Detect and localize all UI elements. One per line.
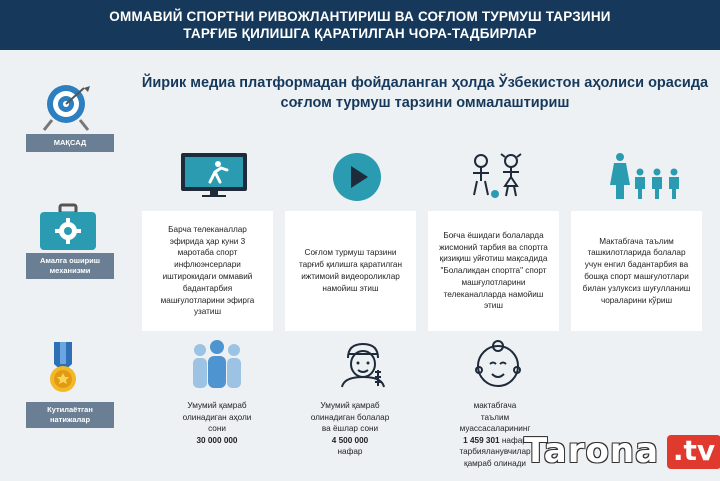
stat-preschool-suffix: нафар	[501, 435, 527, 445]
measure-card-3-text: Боғча ёшидаги болаларда жисмоний тарбия ва спортга қизиқиш уйғотиш мақсадида "Болаликдан спортга" спорт машғулотларини телеканалларда намойиш этиш	[439, 230, 548, 311]
measure-card-1	[142, 211, 273, 331]
section-subtitle	[140, 73, 710, 113]
medal-icon	[48, 342, 78, 394]
results-label-line2: натижалар	[49, 415, 91, 424]
family-icon	[610, 152, 685, 200]
stat-population-number: 30 000 000	[196, 435, 238, 445]
stat-preschool-line1: мактабгача	[473, 401, 517, 410]
results-label-line1: Кутилаётган	[47, 405, 93, 414]
measure-card-1-text: Барча телеканаллар эфирида ҳар куни 3 маротаба спорт инфлюэнсерлари иштирокидаги оммавий бадантарбия машғулотларини эфирга узатиш	[160, 224, 255, 317]
subtitle-line1: Йирик медиа платформадан фойдаланган ҳолда Ўзбекистон аҳолиси орасида	[141, 75, 709, 91]
goal-label	[26, 134, 114, 152]
tarona-logo	[524, 431, 716, 471]
measure-card-4	[571, 211, 702, 331]
child-face-icon	[470, 340, 526, 390]
play-video-icon[interactable]	[332, 152, 382, 202]
measure-card-2-text: Соғлом турмуш тарзини тарғиб қилишга қаратилган ижтимоий видеороликлар намойиш этиш	[298, 248, 403, 293]
youth-face-icon	[336, 340, 390, 388]
target-icon	[40, 82, 96, 132]
stat-preschool-line3: муассасаларининг	[459, 424, 531, 433]
mechanism-label-line1: Амалга ошириш	[39, 256, 101, 265]
page-header	[0, 0, 720, 50]
results-label	[26, 402, 114, 428]
measure-card-2	[285, 211, 416, 331]
tv-exercise-icon	[180, 152, 248, 198]
stat-youth-unit: нафар	[337, 447, 363, 456]
toolbox-icon	[38, 203, 98, 251]
stat-population	[152, 400, 282, 446]
stat-youth-number: 4 500 000	[331, 435, 369, 445]
stat-preschool-line6: қамраб олинади	[464, 458, 526, 468]
measure-card-4-text: Мактабгача таълим ташкилотларида болалар учун енгил бадантарбия ва бошқа спорт машғулотлари билан узлуксиз шуғулланиш чораларини кўриш	[582, 236, 691, 305]
mechanism-label-line2: механизми	[49, 266, 91, 275]
tarona-logo-tv: .tv	[667, 435, 720, 469]
stat-youth-line3: ва ёшлар сони	[321, 424, 379, 433]
goal-label-text: МАҚСАД	[53, 138, 87, 147]
stat-preschool-line2: таълим	[480, 412, 510, 422]
stat-preschool-number: 1 459 301	[463, 435, 500, 445]
tarona-logo-text: Tarona	[524, 431, 660, 471]
mechanism-label	[26, 253, 114, 279]
stat-population-line1: Умумий қамраб	[187, 401, 247, 410]
header-title-line1: ОММАВИЙ СПОРТНИ РИВОЖЛАНТИРИШ ВА СОҒЛОМ ТУРМУШ ТАРЗИНИ	[109, 9, 611, 24]
children-play-icon	[465, 152, 535, 200]
stat-youth-line2: олинадиган болалар	[310, 412, 390, 422]
stat-youth-line1: Умумий қамраб	[320, 401, 380, 410]
stat-youth	[285, 400, 415, 458]
stat-population-line3: сони	[208, 424, 226, 433]
population-icon	[188, 340, 246, 388]
measure-card-3	[428, 211, 559, 331]
stat-preschool-line5: тарбияланувчилар	[459, 447, 531, 456]
header-title-line2: ТАРҒИБ ҚИЛИШГА ҚАРАТИЛГАН ЧОРА-ТАДБИРЛАР	[183, 26, 537, 41]
stat-population-line2: олинадиган аҳоли	[182, 412, 252, 422]
subtitle-line2: соғлом турмуш тарзини оммалаштириш	[280, 95, 570, 111]
